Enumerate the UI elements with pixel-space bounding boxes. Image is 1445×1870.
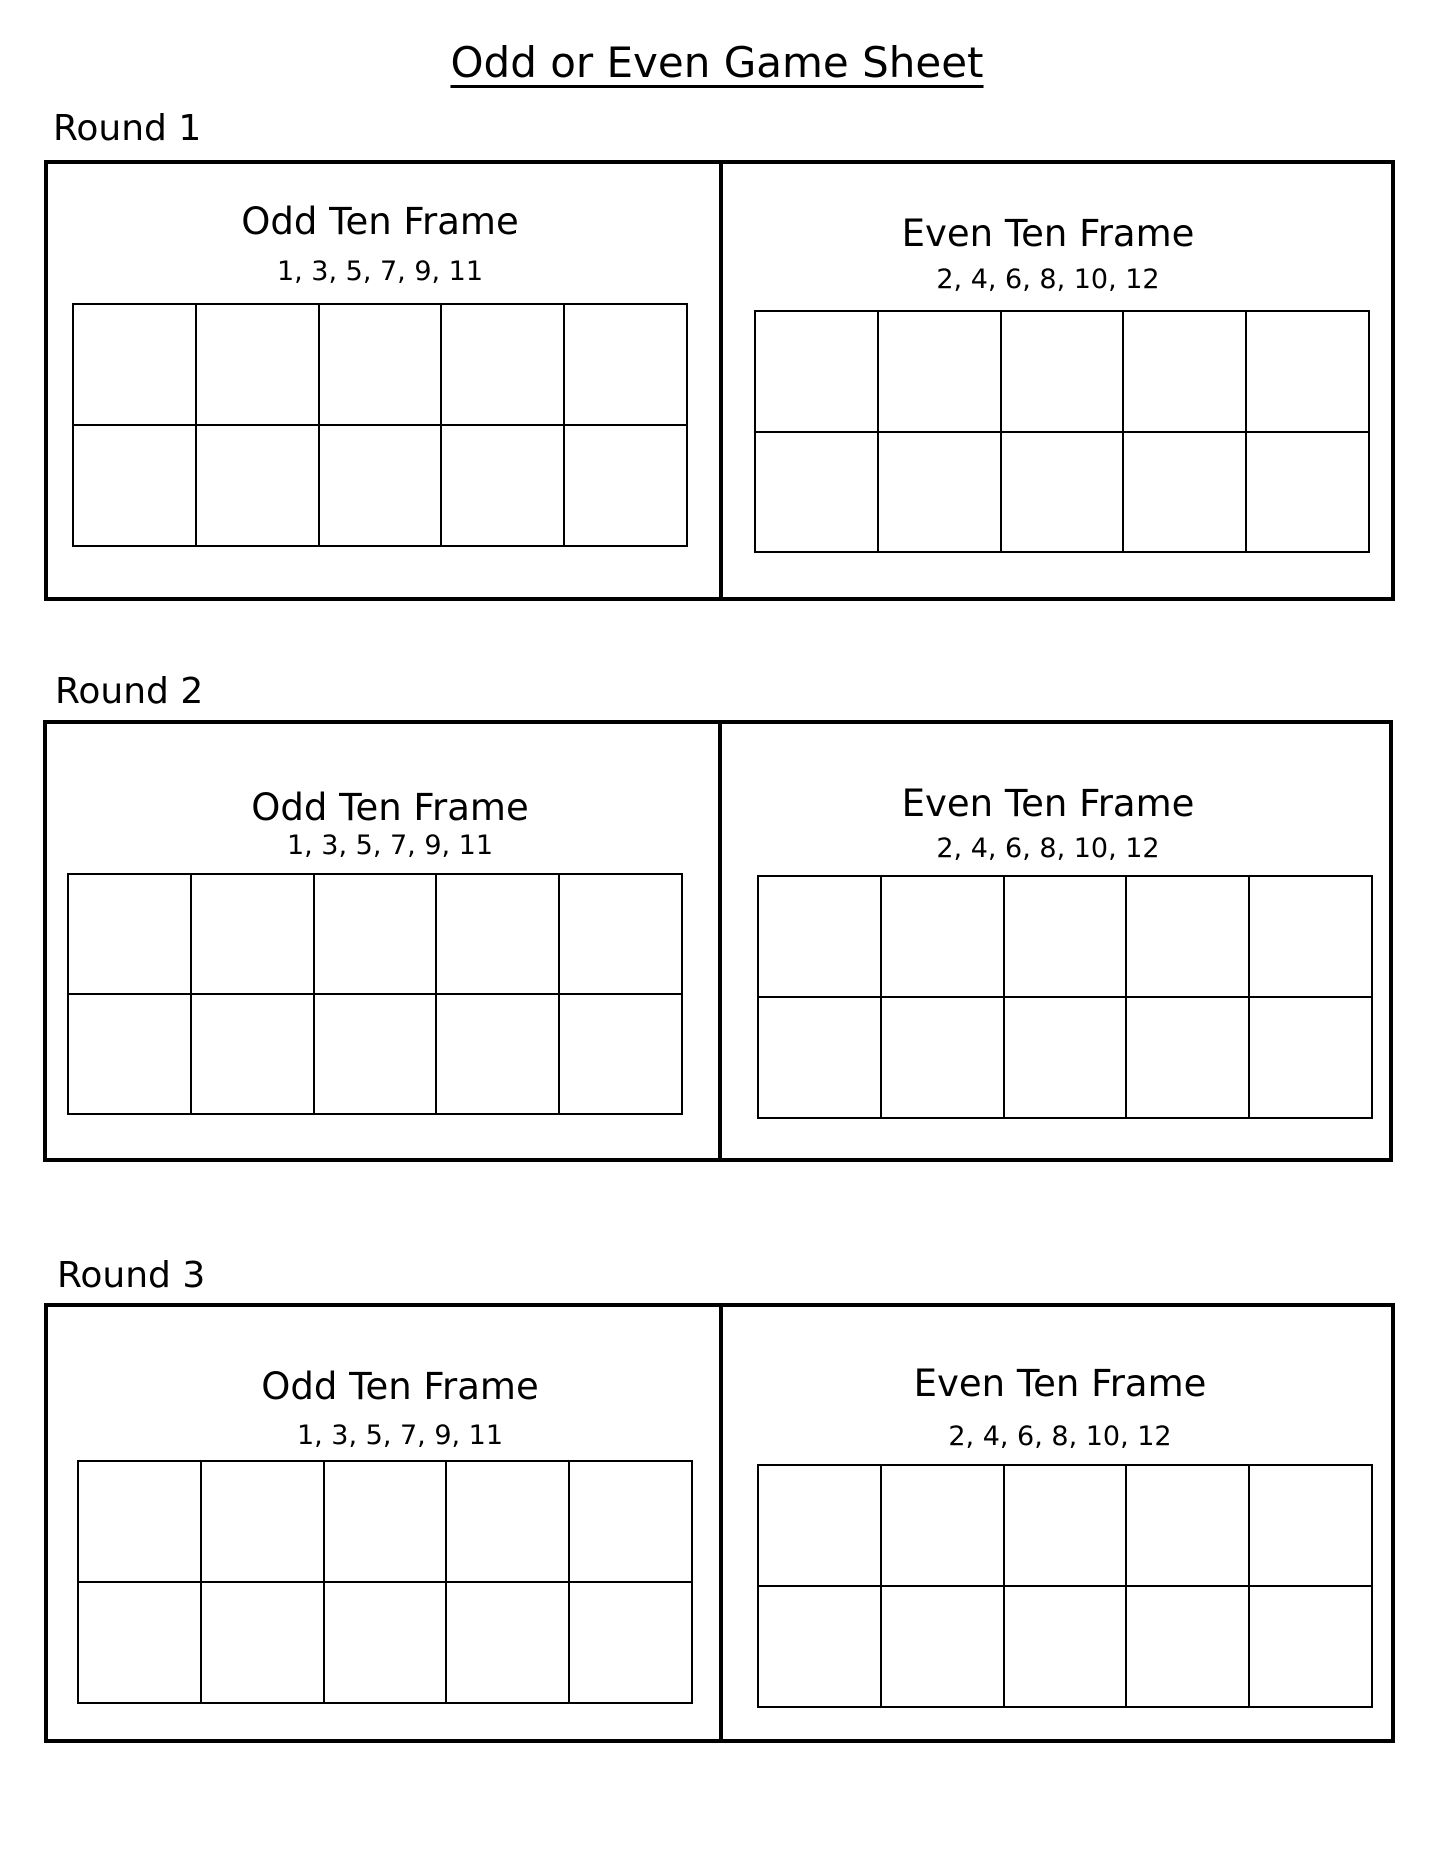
- ten-frame-cell[interactable]: [324, 1461, 447, 1582]
- ten-frame-cell[interactable]: [446, 1582, 569, 1703]
- ten-frame-cell[interactable]: [73, 425, 196, 546]
- ten-frame-cell[interactable]: [1126, 997, 1249, 1118]
- ten-frame-cell[interactable]: [78, 1582, 201, 1703]
- ten-frame-cell[interactable]: [569, 1582, 692, 1703]
- ten-frame-cell[interactable]: [436, 874, 559, 994]
- ten-frame-cell[interactable]: [564, 425, 687, 546]
- page-title-text: Odd or Even Game Sheet: [450, 38, 984, 87]
- even-ten-frame-grid: [754, 310, 1370, 553]
- ten-frame-cell[interactable]: [878, 311, 1001, 432]
- ten-frame-cell[interactable]: [881, 876, 1004, 997]
- ten-frame-cell[interactable]: [319, 304, 442, 425]
- ten-frame-cell[interactable]: [441, 425, 564, 546]
- odd-ten-frame-grid: [67, 873, 683, 1115]
- ten-frame-cell[interactable]: [1004, 997, 1127, 1118]
- ten-frame-cell[interactable]: [191, 874, 314, 994]
- ten-frame-cell[interactable]: [758, 1465, 881, 1586]
- ten-frame-cell[interactable]: [1123, 432, 1246, 553]
- round-label: Round 1: [53, 108, 202, 149]
- ten-frame-cell[interactable]: [78, 1461, 201, 1582]
- ten-frame-cell[interactable]: [1249, 1586, 1372, 1707]
- ten-frame-cell[interactable]: [559, 874, 682, 994]
- ten-frame-cell[interactable]: [446, 1461, 569, 1582]
- ten-frame-cell[interactable]: [1126, 876, 1249, 997]
- ten-frame-cell[interactable]: [73, 304, 196, 425]
- ten-frame-cell[interactable]: [68, 994, 191, 1114]
- round-divider: [719, 1303, 723, 1743]
- ten-frame-cell[interactable]: [1246, 311, 1369, 432]
- round-divider: [719, 160, 723, 601]
- ten-frame-cell[interactable]: [758, 997, 881, 1118]
- even-frame-title: Even Ten Frame: [901, 212, 1195, 255]
- ten-frame-cell[interactable]: [1001, 311, 1124, 432]
- even-ten-frame-grid: [757, 875, 1373, 1119]
- ten-frame-cell[interactable]: [1123, 311, 1246, 432]
- ten-frame-cell[interactable]: [1246, 432, 1369, 553]
- ten-frame-cell[interactable]: [196, 304, 319, 425]
- odd-frame-title: Odd Ten Frame: [251, 786, 529, 829]
- ten-frame-cell[interactable]: [1249, 876, 1372, 997]
- ten-frame-cell[interactable]: [201, 1582, 324, 1703]
- ten-frame-cell[interactable]: [878, 432, 1001, 553]
- odd-frame-numbers: 1, 3, 5, 7, 9, 11: [286, 830, 494, 861]
- ten-frame-cell[interactable]: [881, 997, 1004, 1118]
- even-frame-numbers: 2, 4, 6, 8, 10, 12: [936, 833, 1160, 864]
- odd-frame-title: Odd Ten Frame: [241, 200, 519, 243]
- ten-frame-cell[interactable]: [881, 1465, 1004, 1586]
- ten-frame-cell[interactable]: [191, 994, 314, 1114]
- ten-frame-cell[interactable]: [564, 304, 687, 425]
- page-title: [0, 38, 1434, 87]
- odd-ten-frame-grid: [72, 303, 688, 547]
- ten-frame-cell[interactable]: [196, 425, 319, 546]
- ten-frame-cell[interactable]: [201, 1461, 324, 1582]
- ten-frame-cell[interactable]: [755, 311, 878, 432]
- ten-frame-cell[interactable]: [314, 874, 437, 994]
- ten-frame-cell[interactable]: [436, 994, 559, 1114]
- odd-ten-frame-grid: [77, 1460, 693, 1704]
- ten-frame-cell[interactable]: [559, 994, 682, 1114]
- even-frame-numbers: 2, 4, 6, 8, 10, 12: [948, 1421, 1172, 1452]
- odd-frame-title: Odd Ten Frame: [261, 1365, 539, 1408]
- ten-frame-cell[interactable]: [314, 994, 437, 1114]
- round-label: Round 2: [55, 671, 204, 712]
- round-divider: [718, 720, 722, 1162]
- ten-frame-cell[interactable]: [758, 1586, 881, 1707]
- even-frame-numbers: 2, 4, 6, 8, 10, 12: [936, 264, 1160, 295]
- ten-frame-cell[interactable]: [1249, 997, 1372, 1118]
- ten-frame-cell[interactable]: [755, 432, 878, 553]
- ten-frame-cell[interactable]: [68, 874, 191, 994]
- ten-frame-cell[interactable]: [758, 876, 881, 997]
- ten-frame-cell[interactable]: [1004, 876, 1127, 997]
- ten-frame-cell[interactable]: [569, 1461, 692, 1582]
- ten-frame-cell[interactable]: [441, 304, 564, 425]
- round-label: Round 3: [57, 1255, 206, 1296]
- odd-frame-numbers: 1, 3, 5, 7, 9, 11: [276, 256, 484, 287]
- even-frame-title: Even Ten Frame: [901, 782, 1195, 825]
- even-ten-frame-grid: [757, 1464, 1373, 1708]
- ten-frame-cell[interactable]: [319, 425, 442, 546]
- ten-frame-cell[interactable]: [1249, 1465, 1372, 1586]
- ten-frame-cell[interactable]: [1001, 432, 1124, 553]
- odd-frame-numbers: 1, 3, 5, 7, 9, 11: [296, 1420, 504, 1451]
- ten-frame-cell[interactable]: [1126, 1586, 1249, 1707]
- ten-frame-cell[interactable]: [324, 1582, 447, 1703]
- ten-frame-cell[interactable]: [1004, 1465, 1127, 1586]
- ten-frame-cell[interactable]: [1004, 1586, 1127, 1707]
- ten-frame-cell[interactable]: [881, 1586, 1004, 1707]
- ten-frame-cell[interactable]: [1126, 1465, 1249, 1586]
- even-frame-title: Even Ten Frame: [913, 1362, 1207, 1405]
